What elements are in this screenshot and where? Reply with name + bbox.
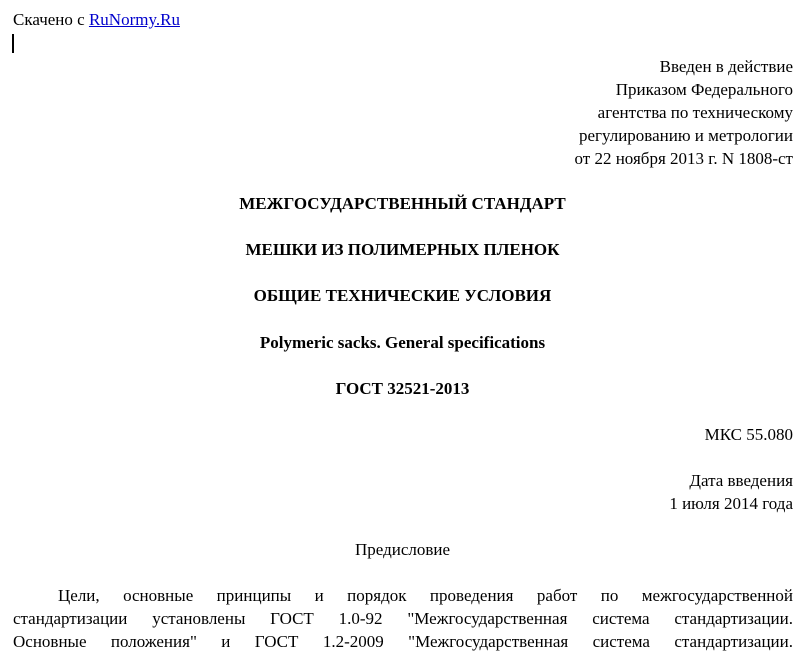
document-subtitle: ОБЩИЕ ТЕХНИЧЕСКИЕ УСЛОВИЯ <box>253 286 552 305</box>
paragraph-line: Цели, основные принципы и порядок проведения работ по межгосударственной <box>58 586 793 605</box>
preface-paragraph <box>13 584 793 653</box>
text-cursor <box>12 34 14 53</box>
approval-line: агентства по техническому <box>597 103 793 122</box>
preface-heading: Предисловие <box>354 540 451 559</box>
approval-line: от 22 ноября 2013 г. N 1808-ст <box>574 149 793 168</box>
mks-code: МКС 55.080 <box>704 425 793 444</box>
gost-number: ГОСТ 32521-2013 <box>335 379 470 398</box>
source-prefix: Скачено с <box>13 10 89 29</box>
english-title: Polymeric sacks. General specifications <box>259 333 546 352</box>
source-line <box>13 8 180 31</box>
intro-date-label: Дата введения <box>689 471 793 490</box>
approval-line: регулированию и метрологии <box>578 126 793 145</box>
paragraph-line: стандартизации установлены ГОСТ 1.0-92 "Межгосударственная система стандартизации. <box>13 609 793 628</box>
document-title: МЕШКИ ИЗ ПОЛИМЕРНЫХ ПЛЕНОК <box>245 240 560 259</box>
intro-date-block <box>669 469 793 515</box>
intro-date-value: 1 июля 2014 года <box>669 494 793 513</box>
approval-block <box>575 55 794 170</box>
approval-line: Введен в действие <box>659 57 793 76</box>
source-link[interactable]: RuNormy.Ru <box>88 10 180 29</box>
paragraph-line: Основные положения" и ГОСТ 1.2-2009 "Межгосударственная система стандартизации. <box>13 632 793 651</box>
approval-line: Приказом Федерального <box>615 80 793 99</box>
standard-type-heading: МЕЖГОСУДАРСТВЕННЫЙ СТАНДАРТ <box>239 194 566 213</box>
